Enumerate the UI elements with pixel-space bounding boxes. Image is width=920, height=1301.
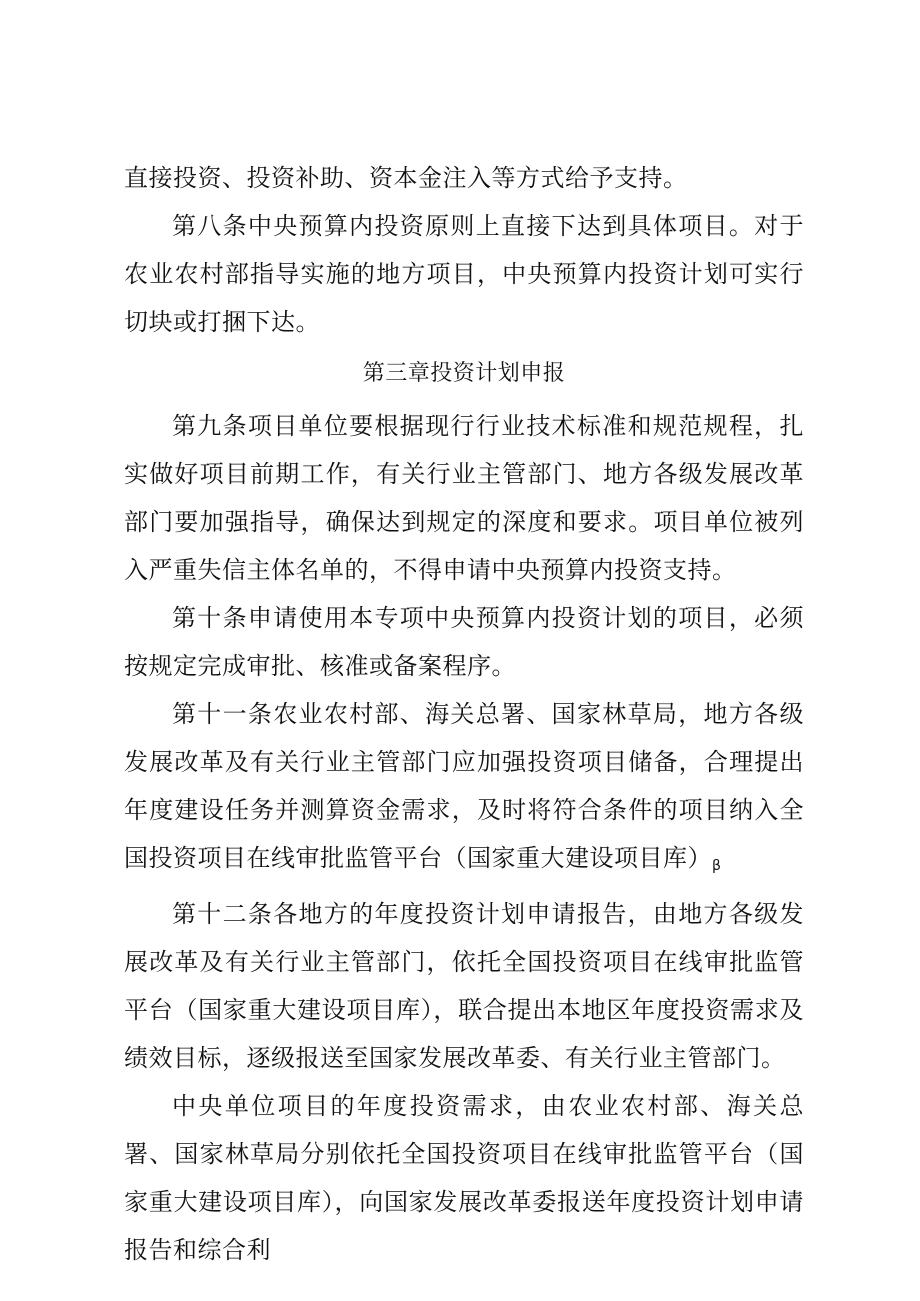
- article-10: 第十条申请使用本专项中央预算内投资计划的项目，必须按规定完成审批、核准或备案程序。: [124, 604, 804, 680]
- article-11-ocr-mark: β: [712, 858, 722, 874]
- article-8: 第八条中央预算内投资原则上直接下达到具体项目。对于农业农村部指导实施的地方项目，中央预算内投资计划可实行切块或打捆下达。: [124, 212, 804, 336]
- article-12: 第十二条各地方的年度投资计划申请报告，由地方各级发展改革及有关行业主管部门，依托全国投资项目在线审批监管平台（国家重大建设项目库），联合提出本地区年度投资需求及绩效目标，逐级报送至国家发展改革委、有关行业主管部门。: [124, 900, 804, 1072]
- paragraph-continuation: 直接投资、投资补助、资本金注入等方式给予支持。: [124, 164, 688, 192]
- document-body: [124, 154, 804, 1274]
- article-11: [124, 690, 804, 890]
- article-11-text: 第十一条农业农村部、海关总署、国家林草局，地方各级发展改革及有关行业主管部门应加强投资项目储备，合理提出年度建设任务并测算资金需求，及时将符合条件的项目纳入全国投资项目在线审批监管平台（国家重大建设项目库）: [124, 700, 804, 872]
- central-unit-paragraph: 中央单位项目的年度投资需求，由农业农村部、海关总署、国家林草局分别依托全国投资项目在线审批监管平台（国家重大建设项目库），向国家发展改革委报送年度投资计划申请报告和综合利: [124, 1092, 804, 1264]
- chapter-heading: 第三章投资计划申报: [362, 361, 566, 386]
- article-9: 第九条项目单位要根据现行行业技术标准和规范规程，扎实做好项目前期工作，有关行业主管部门、地方各级发展改革部门要加强指导，确保达到规定的深度和要求。项目单位被列入严重失信主体名单的，不得申请中央预算内投资支持。: [124, 412, 804, 584]
